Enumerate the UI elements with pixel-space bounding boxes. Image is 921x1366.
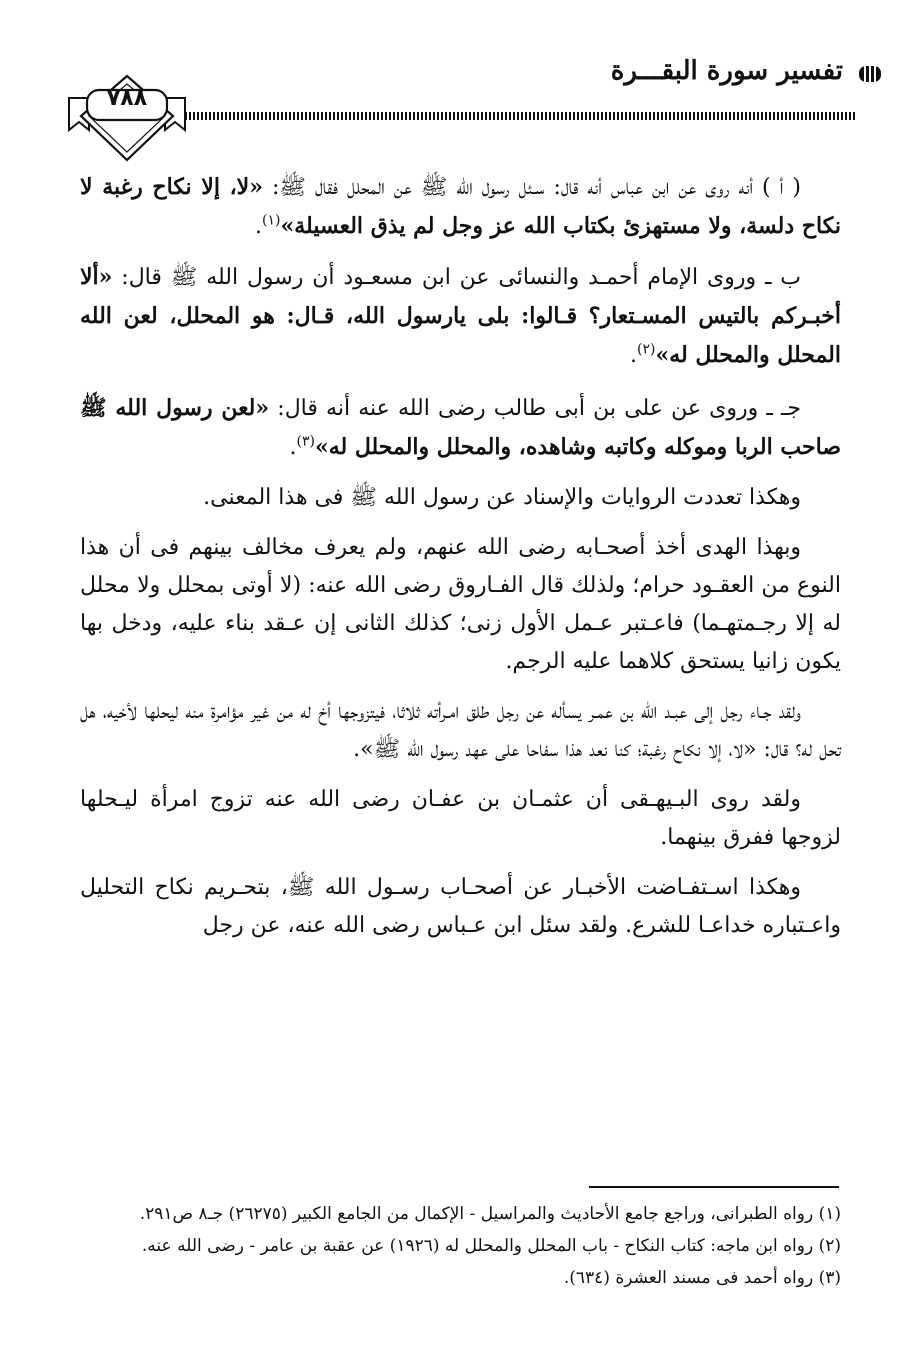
paragraph-b-hadith: «ألا أخبـركم بالتيس المسـتعار؟ قـالوا: بلى يارسول الله، قـال: هو المحلل، لعن الله المحلل والمحلل له» — [80, 264, 841, 368]
paragraph-c-end: . — [289, 435, 297, 460]
page-header — [0, 0, 921, 170]
paragraph-a-end: . — [255, 214, 263, 239]
footnote-divider — [589, 1186, 839, 1188]
footnotes — [80, 1198, 841, 1294]
paragraph-e: وبهذا الهدى أخذ أصحـابه رضى الله عنهم، ولم يعرف مخالف بينهم فى أن هذا النوع من العقـود حرام؛ ولذلك قال الفـاروق رضى الله عنه: (لا أوتى بمحلل ولا محلل له إلا رجـمتهـما) فاعـتبر عـمل الأول زنى؛ كذلك الثانى إن عـقد بناء عليه، ودخل بها يكون زانيا يستحق كلاهما عليه الرجم. — [80, 535, 841, 674]
page-number: ٧٨٨ — [106, 86, 148, 111]
header-dotted-rule — [165, 112, 855, 120]
ornament-icon — [857, 62, 883, 86]
footnote-3: (٣) رواه أحمد فى مسند العشرة (٦٣٤). — [563, 1268, 841, 1288]
paragraph-a — [80, 168, 841, 246]
paragraph-c-intro: جـ ـ وروى عن على بن أبى طالب رضى الله عنه أنه قال: — [269, 396, 801, 421]
paragraph-h: وهكذا اسـتفـاضت الأخبـار عن أصحـاب رسـول الله ﷺ، بتحـريم نكاح التحليل واعـتباره خداعـا للشرع. ولقد سئل ابن عـباس رضى الله عنه، عن رجل — [80, 875, 841, 938]
footnote-1: (١) رواه الطبرانى، وراجع جامع الأحاديث والمراسيل - الإكمال من الجامع الكبير (٢٦٢٧٥) جـ٨ ص٢٩١. — [139, 1204, 841, 1224]
footnote-ref-1: (١) — [262, 212, 281, 229]
paragraph-d: وهكذا تعددت الروايات والإسناد عن رسول الله ﷺ فى هذا المعنى. — [203, 485, 801, 510]
paragraph-c — [80, 389, 841, 467]
paragraph-f: ولقد جـاء رجل إلى عبـد الله بن عمـر يسأله عن رجل طلق امـرأته ثلاثا، فيتزوجها أخ له من غير مؤامرة منه ليحلها لأخيه، هل تحل له؟ قال: «لا، إلا نكاح رغبة؛ كنا نعد هذا سفاحا على عهد رسول الله ﷺ». — [80, 699, 841, 762]
footnote-ref-3: (٣) — [296, 433, 315, 450]
paragraph-c-hadith: «لعن رسول الله ﷺ صاحب الربا وموكله وكاتبه وشاهده، والمحلل والمحلل له» — [80, 395, 841, 460]
paragraph-b-end: . — [629, 343, 637, 368]
footnote-ref-2: (٢) — [636, 341, 656, 358]
paragraph-a-intro: ( أ ) أنه روى عن ابن عباس أنه قال: سـئل رسول الله ﷺ عن المحلل فقال ﷺ: — [262, 175, 801, 200]
footnote-2: (٢) رواه ابن ماجه: كتاب النكاح - باب المحلل والمحلل له (١٩٢٦) عن عقبة بن عامر - رضى الله عنه. — [141, 1236, 841, 1256]
paragraph-b-intro: ب ـ وروى الإمام أحمـد والنسائى عن ابن مسعـود أن رسول الله ﷺ قال: — [112, 265, 801, 290]
paragraph-g: ولقد روى البـيهـقى أن عثمـان بن عفـان رضى الله عنه تزوج امرأة ليـحلها لزوجها ففرق بينهما. — [80, 787, 841, 850]
paragraph-a-hadith: «لا، إلا نكاح رغبة لا نكاح دلسة، ولا مستهزئ بكتاب الله عز وجل لم يذق العسيلة» — [80, 174, 841, 239]
paragraph-b — [80, 258, 841, 375]
page-body — [80, 168, 841, 957]
running-title: تفسير سورة البقـــرة — [610, 56, 843, 86]
